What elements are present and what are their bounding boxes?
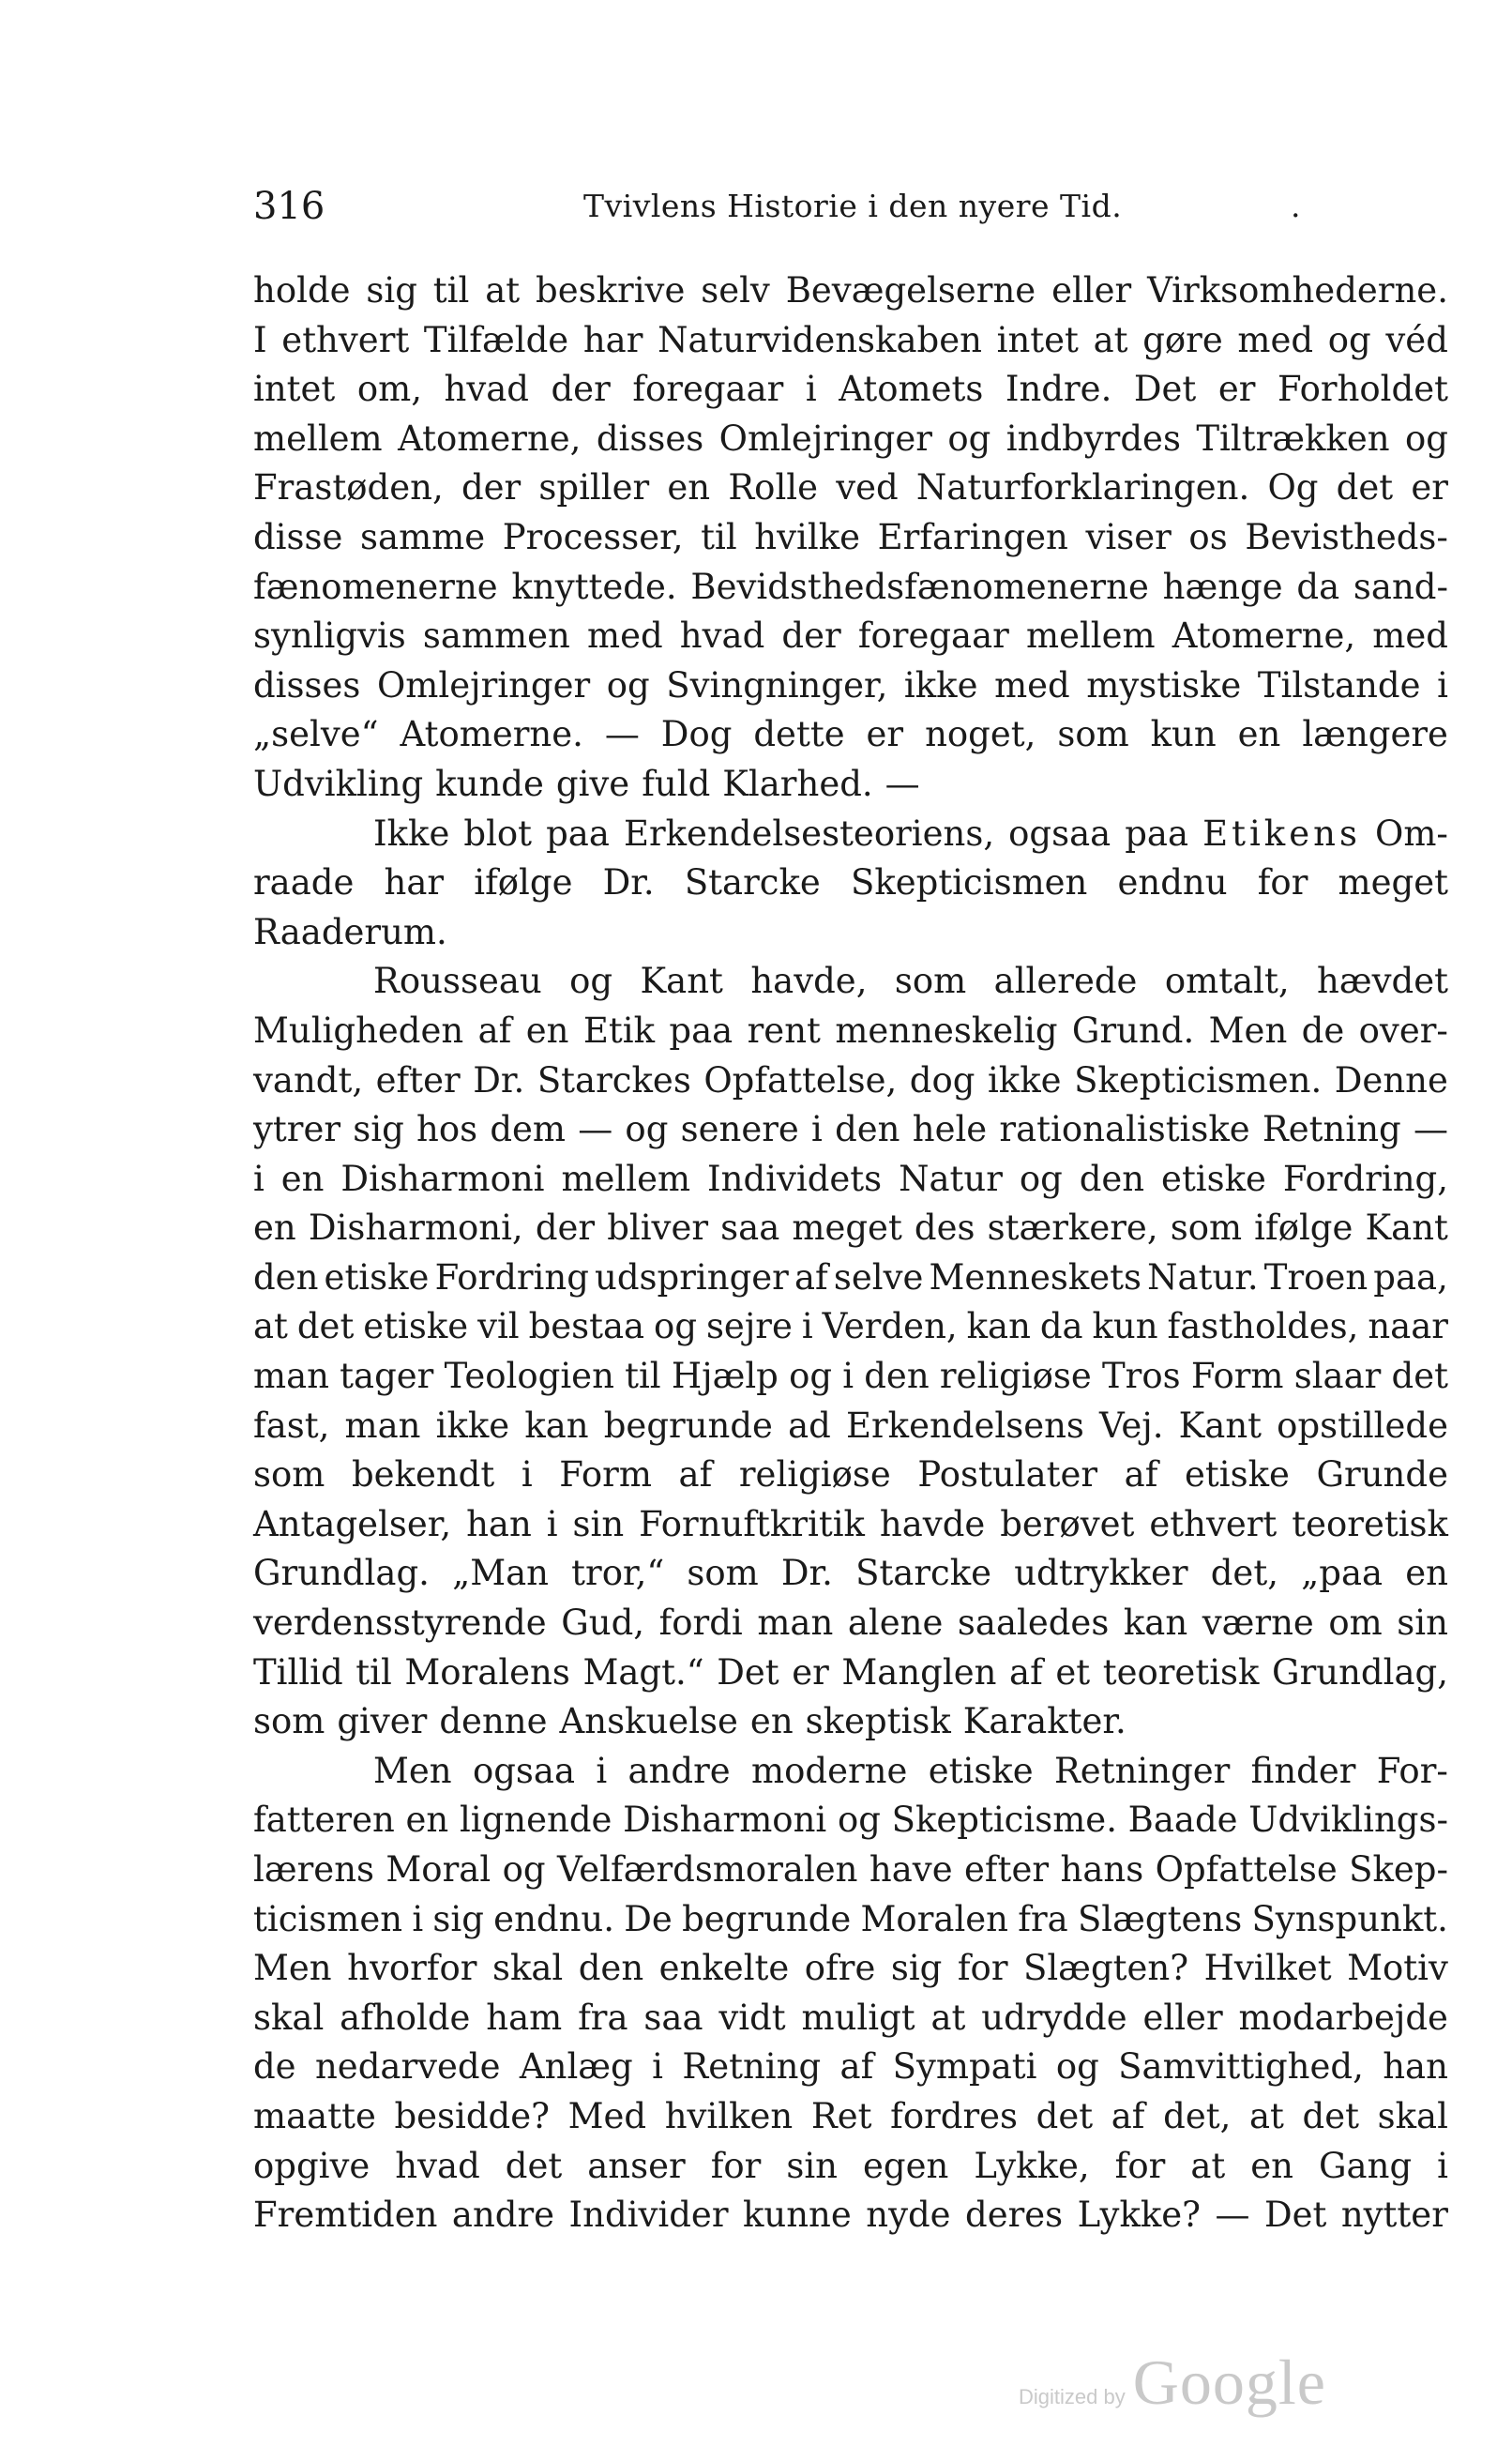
running-title: Tvivlens Historie i den nyere Tid. bbox=[583, 188, 1123, 224]
text-line: mellem Atomerne, disses Omlejringer og indbyrdes Tiltrækken og bbox=[253, 418, 1448, 459]
text-line: Grundlag. „Man tror,“ som Dr. Starcke udtrykker det, „paa en bbox=[253, 1553, 1448, 1594]
text-line: Ikke blot paa Erkendelsesteoriens, ogsaa paa Etikens Om- bbox=[373, 813, 1448, 854]
text-line: den etiske Fordring udspringer af selve Menneskets Natur. Troen paa, bbox=[253, 1256, 1448, 1298]
text-line: intet om, hvad der foregaar i Atomets Indre. Det er Forholdet bbox=[253, 369, 1448, 410]
text-line: ticismen i sig endnu. De begrunde Moralen fra Slægtens Synspunkt. bbox=[253, 1898, 1448, 1939]
stray-mark: . bbox=[1291, 188, 1301, 224]
page-number: 316 bbox=[253, 185, 325, 228]
text-line: i en Disharmoni mellem Individets Natur og den etiske Fordring, bbox=[253, 1158, 1448, 1199]
text-line: verdensstyrende Gud, fordi man alene saaledes kan værne om sin bbox=[253, 1603, 1448, 1644]
text-line: maatte besidde? Med hvilken Ret fordres det af det, at det skal bbox=[253, 2095, 1448, 2136]
text-line: Fremtiden andre Individer kunne nyde deres Lykke? — Det nytter bbox=[253, 2195, 1448, 2236]
text-line: Tillid til Moralens Magt.“ Det er Manglen af et teoretisk Grundlag, bbox=[253, 1651, 1448, 1693]
digitized-by-google-watermark bbox=[1019, 2346, 1326, 2420]
body-text bbox=[253, 266, 1448, 2241]
text-line: disses Omlejringer og Svingninger, ikke med mystiske Tilstande i bbox=[253, 664, 1448, 706]
text-line: I ethvert Tilfælde har Naturvidenskaben intet at gøre med og véd bbox=[253, 319, 1448, 360]
text-line: en Disharmoni, der bliver saa meget des stærkere, som ifølge Kant bbox=[253, 1208, 1448, 1249]
text-line: raade har ifølge Dr. Starcke Skepticismen endnu for meget bbox=[253, 862, 1448, 904]
text-line: Men ogsaa i andre moderne etiske Retninger finder For- bbox=[373, 1750, 1448, 1791]
text-line: Muligheden af en Etik paa rent menneskelig Grund. Men de over- bbox=[253, 1010, 1448, 1051]
text-line: Antagelser, han i sin Fornuftkritik havde berøvet ethvert teoretisk bbox=[253, 1503, 1448, 1544]
digitized-by-label: Digitized by bbox=[1019, 2385, 1126, 2408]
text-line: Rousseau og Kant havde, som allerede omtalt, hævdet bbox=[373, 961, 1448, 1002]
text-line: „selve“ Atomerne. — Dog dette er noget, som kun en længere bbox=[253, 714, 1448, 755]
text-line: som giver denne Anskuelse en skeptisk Karakter. bbox=[253, 1701, 1126, 1742]
text-line: vandt, efter Dr. Starckes Opfattelse, dog ikke Skepticismen. Denne bbox=[253, 1059, 1448, 1101]
text-line: at det etiske vil bestaa og sejre i Verden, kan da kun fastholdes, naar bbox=[253, 1306, 1448, 1347]
text-line: Raaderum. bbox=[253, 911, 447, 952]
text-line: lærens Moral og Velfærdsmoralen have efter hans Opfattelse Skep- bbox=[253, 1849, 1448, 1890]
text-line: Men hvorfor skal den enkelte ofre sig for Slægten? Hvilket Motiv bbox=[253, 1948, 1448, 1989]
text-line: synligvis sammen med hvad der foregaar mellem Atomerne, med bbox=[253, 615, 1448, 657]
text-line: de nedarvede Anlæg i Retning af Sympati og Samvittighed, han bbox=[253, 2046, 1448, 2088]
text-line: Udvikling kunde give fuld Klarhed. — bbox=[253, 763, 920, 804]
text-line: ytrer sig hos dem — og senere i den hele rationalistiske Retning — bbox=[253, 1109, 1448, 1150]
text-line: skal afholde ham fra saa vidt muligt at udrydde eller modarbejde bbox=[253, 1997, 1448, 2038]
text-line: disse samme Processer, til hvilke Erfaringen viser os Bevistheds- bbox=[253, 516, 1448, 557]
text-line: Frastøden, der spiller en Rolle ved Naturforklaringen. Og det er bbox=[253, 467, 1448, 509]
text-line: opgive hvad det anser for sin egen Lykke, for at en Gang i bbox=[253, 2145, 1448, 2186]
google-wordmark: Google bbox=[1132, 2347, 1326, 2418]
text-line: man tager Teologien til Hjælp og i den religiøse Tros Form slaar det bbox=[253, 1356, 1448, 1397]
text-line: fast, man ikke kan begrunde ad Erkendelsens Vej. Kant opstillede bbox=[253, 1405, 1448, 1446]
text-line: fænomenerne knyttede. Bevidsthedsfænomenerne hænge da sand- bbox=[253, 566, 1448, 607]
text-line: holde sig til at beskrive selv Bevægelserne eller Virksomhederne. bbox=[253, 270, 1448, 311]
text-line: fatteren en lignende Disharmoni og Skepticisme. Baade Udviklings- bbox=[253, 1800, 1448, 1841]
text-line: som bekendt i Form af religiøse Postulater af etiske Grunde bbox=[253, 1454, 1448, 1496]
